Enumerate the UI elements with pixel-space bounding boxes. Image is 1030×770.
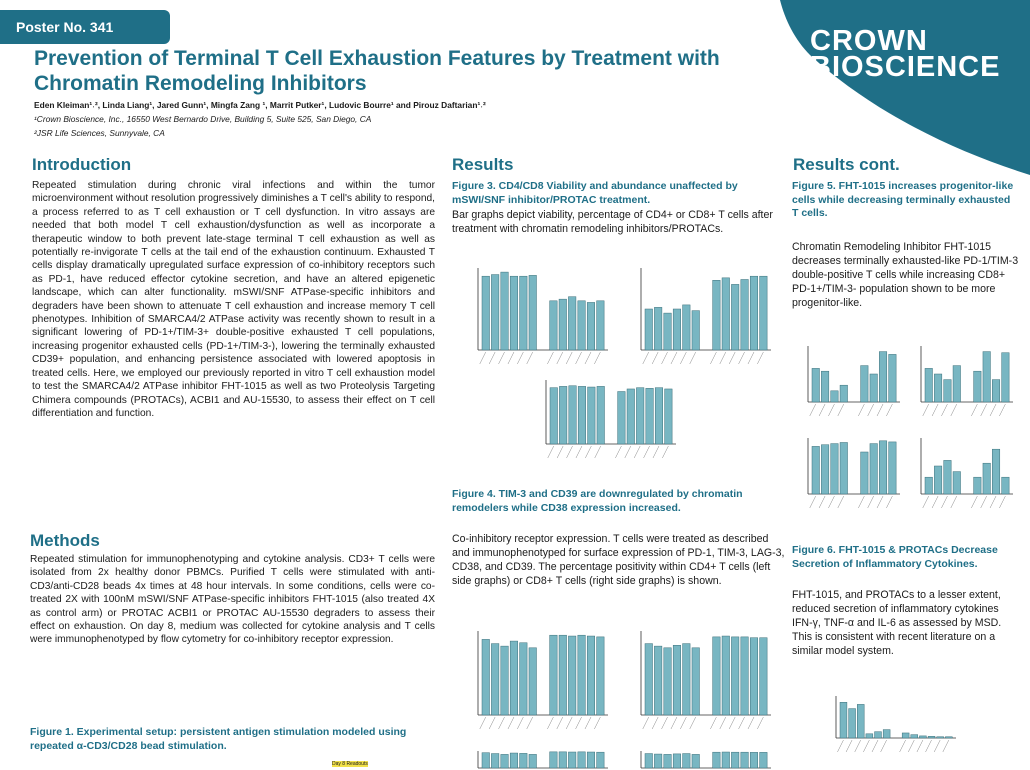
x-tick-label-mark xyxy=(594,717,600,729)
x-tick-label-mark xyxy=(941,404,947,416)
bar xyxy=(597,752,605,768)
bar xyxy=(597,386,605,444)
authors-line: Eden Kleiman¹˒², Linda Liang¹, Jared Gunn¹, Mingfa Zang ¹, Marrit Putker¹, Ludovic Bourre¹ and Pirouz Daftarian¹˒² xyxy=(34,100,486,110)
bar xyxy=(665,389,673,444)
fig5-graph-4 xyxy=(905,432,1017,524)
x-tick-label-mark xyxy=(932,496,938,508)
bar xyxy=(953,366,960,402)
figure-4-description: Co-inhibitory receptor expression. T cells were treated as described and immunophenotyped for surface expression of PD-1, TIM-3, LAG-3, CD38, and CD39. The percentage positivity within CD4+ T cells (left side graphs) or CD8+ T cells (right side graphs) is shown. xyxy=(452,533,785,587)
bar xyxy=(664,648,672,715)
figure-1-caption: Figure 1. Experimental setup: persistent antigen stimulation modeled using repeated α-CD3/CD28 bead stimulation. xyxy=(30,726,407,752)
x-tick-label-mark xyxy=(858,404,864,416)
x-tick-label-mark xyxy=(653,446,659,458)
x-tick-label-mark xyxy=(566,352,572,364)
x-tick-label-mark xyxy=(877,404,883,416)
bar xyxy=(645,644,653,715)
bar xyxy=(654,307,662,350)
bar xyxy=(750,276,758,350)
bar xyxy=(501,646,509,715)
x-tick-label-mark xyxy=(576,446,582,458)
bar xyxy=(866,734,873,738)
methods-text: Repeated stimulation for immunophenotyping and cytokine analysis. CD3+ T cells were isolated from 2x healthy donor PBMCs. Purified T cells were stimulated with anti-CD3/anti-CD28 beads 4x times at 48 hour intervals. In some conditions, cells were co-treated 2X with 100nM mSWI/SNF ATPase-specific inhibitors FHT-1015 (also treated 4X as control arm) or PROTAC ACBI1 or PROTAC AU-15530 degraders to assess their effect on exhaustion. On day 8, medium was collected for cytokine analysis and T cells were immunophenotyped by flow cytometry for co-inhibitory receptor expression. xyxy=(30,554,435,646)
x-tick-label-mark xyxy=(926,740,932,752)
bar xyxy=(692,754,700,768)
x-tick-label-mark xyxy=(527,352,533,364)
x-tick-label-mark xyxy=(690,717,696,729)
bar xyxy=(692,311,700,350)
x-tick-label-mark xyxy=(557,446,563,458)
bar xyxy=(1002,477,1009,494)
bar xyxy=(569,386,577,444)
bar xyxy=(482,753,490,768)
bar xyxy=(883,730,890,738)
bar xyxy=(510,276,518,350)
x-tick-label-mark xyxy=(739,352,745,364)
x-tick-label-mark xyxy=(548,446,554,458)
x-tick-label-mark xyxy=(547,352,553,364)
bar xyxy=(646,388,654,444)
bar xyxy=(870,444,877,494)
bar xyxy=(879,441,886,494)
bar xyxy=(664,313,672,350)
bar xyxy=(618,392,626,444)
x-tick-label-mark xyxy=(595,446,601,458)
x-tick-label-mark xyxy=(557,717,563,729)
bar xyxy=(760,276,768,350)
bar xyxy=(840,702,847,738)
bar xyxy=(889,442,896,494)
bar xyxy=(550,752,558,768)
x-tick-label-mark xyxy=(917,740,923,752)
bar xyxy=(482,639,490,715)
x-tick-label-mark xyxy=(499,352,505,364)
x-tick-label-mark xyxy=(489,717,495,729)
bar xyxy=(588,387,596,444)
bar xyxy=(587,752,595,768)
x-tick-label-mark xyxy=(652,717,658,729)
bar xyxy=(559,635,567,715)
x-tick-label-mark xyxy=(886,496,892,508)
x-tick-label-mark xyxy=(877,496,883,508)
fig4-graph-cd4-row2 xyxy=(462,745,612,770)
x-tick-label-mark xyxy=(828,404,834,416)
bar xyxy=(870,374,877,402)
bar xyxy=(911,735,918,738)
x-tick-label-mark xyxy=(810,496,816,508)
figure-3-caption: Figure 3. CD4/CD8 Viability and abundance unaffected by mSWI/SNF inhibitor/PROTAC treatment. xyxy=(452,180,738,206)
bar xyxy=(983,352,990,402)
bar xyxy=(925,477,932,494)
x-tick-label-mark xyxy=(585,717,591,729)
x-tick-label-mark xyxy=(729,717,735,729)
x-tick-label-mark xyxy=(838,404,844,416)
crown-bioscience-logo xyxy=(810,25,1010,83)
bar xyxy=(760,638,768,715)
x-tick-label-mark xyxy=(971,404,977,416)
x-tick-label-mark xyxy=(489,352,495,364)
x-tick-label-mark xyxy=(710,352,716,364)
bar xyxy=(861,366,868,402)
bar xyxy=(673,309,681,350)
x-tick-label-mark xyxy=(499,717,505,729)
bar xyxy=(664,754,672,768)
bar xyxy=(722,278,730,350)
bar xyxy=(722,752,730,768)
x-tick-label-mark xyxy=(625,446,631,458)
x-tick-label-mark xyxy=(662,717,668,729)
x-tick-label-mark xyxy=(837,740,843,752)
fig3-graph-cd4 xyxy=(462,262,612,380)
x-tick-label-mark xyxy=(981,496,987,508)
bar xyxy=(550,388,558,444)
x-tick-label-mark xyxy=(644,446,650,458)
bar xyxy=(673,754,681,768)
x-tick-label-mark xyxy=(671,352,677,364)
x-tick-label-mark xyxy=(508,352,514,364)
bar xyxy=(722,636,730,715)
bar xyxy=(491,275,499,350)
x-tick-label-mark xyxy=(858,496,864,508)
x-tick-label-mark xyxy=(971,496,977,508)
bar xyxy=(568,636,576,715)
bar xyxy=(945,737,952,738)
bar xyxy=(821,371,828,402)
x-tick-label-mark xyxy=(900,740,906,752)
bar xyxy=(944,460,951,494)
x-tick-label-mark xyxy=(990,496,996,508)
bar xyxy=(875,732,882,738)
bar xyxy=(510,753,518,768)
bar xyxy=(491,644,499,715)
bar xyxy=(692,648,700,715)
x-tick-label-mark xyxy=(981,404,987,416)
figure-6-description: FHT-1015, and PROTACs to a lesser extent, reduced secretion of inflammatory cytokines IFN-γ, TNF-α and IL-6 as assessed by MSD. This is consistent with recent literature on a similar model system. xyxy=(792,589,1002,657)
x-tick-label-mark xyxy=(480,352,486,364)
bar xyxy=(559,752,567,768)
bar xyxy=(655,388,663,444)
bar xyxy=(741,279,749,350)
bar xyxy=(944,380,951,402)
x-tick-label-mark xyxy=(508,717,514,729)
bar xyxy=(840,385,847,402)
x-tick-label-mark xyxy=(872,740,878,752)
fig4-graph-cd8-pd1 xyxy=(625,625,775,745)
bar xyxy=(520,276,528,350)
bar xyxy=(529,648,537,715)
x-tick-label-mark xyxy=(941,496,947,508)
x-tick-label-mark xyxy=(934,740,940,752)
bar xyxy=(983,463,990,494)
logo-line-2: BIOSCIENCE xyxy=(810,51,1001,83)
x-tick-label-mark xyxy=(729,352,735,364)
x-tick-label-mark xyxy=(932,404,938,416)
bar xyxy=(731,752,739,768)
x-tick-label-mark xyxy=(943,740,949,752)
methods-heading: Methods xyxy=(30,531,100,550)
bar xyxy=(840,442,847,494)
fig5-graph-1 xyxy=(792,340,904,432)
x-tick-label-mark xyxy=(671,717,677,729)
bar xyxy=(889,354,896,402)
bar xyxy=(741,752,749,768)
bar xyxy=(713,280,721,350)
bar xyxy=(587,636,595,715)
logo-line-1: CROWN xyxy=(810,25,928,57)
bar xyxy=(578,635,586,715)
bar xyxy=(928,736,935,738)
results-heading: Results xyxy=(452,155,514,174)
x-tick-label-mark xyxy=(557,352,563,364)
x-tick-label-mark xyxy=(720,352,726,364)
fig6-graph-cytokines xyxy=(820,690,960,768)
x-tick-label-mark xyxy=(855,740,861,752)
bar xyxy=(831,444,838,494)
x-tick-label-mark xyxy=(652,352,658,364)
bar xyxy=(482,276,490,350)
bar xyxy=(501,272,509,350)
bar xyxy=(683,305,691,350)
introduction-heading: Introduction xyxy=(32,155,132,174)
x-tick-label-mark xyxy=(951,496,957,508)
bar xyxy=(861,452,868,494)
x-tick-label-mark xyxy=(690,352,696,364)
bar xyxy=(731,637,739,715)
x-tick-label-mark xyxy=(517,717,523,729)
bar xyxy=(934,466,941,494)
bar xyxy=(713,637,721,715)
figure-4-caption: Figure 4. TIM-3 and CD39 are downregulated by chromatin remodelers while CD38 expression increased. xyxy=(452,488,743,514)
figure-5-caption: Figure 5. FHT-1015 increases progenitor-like cells while decreasing terminally exhausted T cells. xyxy=(792,180,1014,219)
figure-5-description: Chromatin Remodeling Inhibitor FHT-1015 decreases terminally exhausted-like PD-1/TIM-3 double-positive T cells while increasing CD8+ PD-1+/TIM-3- population shown to be more progenitor-like. xyxy=(792,241,1019,309)
x-tick-label-mark xyxy=(828,496,834,508)
x-tick-label-mark xyxy=(923,404,929,416)
bar xyxy=(529,275,537,350)
day-8-text: Day 8 Readouts xyxy=(332,761,368,767)
fig3-graph-live xyxy=(530,374,680,474)
bar xyxy=(578,301,586,350)
x-tick-label-mark xyxy=(480,717,486,729)
x-tick-label-mark xyxy=(923,496,929,508)
bar xyxy=(550,635,558,715)
bar xyxy=(491,754,499,768)
x-tick-label-mark xyxy=(680,717,686,729)
x-tick-label-mark xyxy=(757,717,763,729)
x-tick-label-mark xyxy=(819,496,825,508)
bar xyxy=(953,472,960,494)
bar xyxy=(750,752,758,768)
x-tick-label-mark xyxy=(720,717,726,729)
x-tick-label-mark xyxy=(868,404,874,416)
x-tick-label-mark xyxy=(748,717,754,729)
bar xyxy=(501,754,509,768)
x-tick-label-mark xyxy=(547,717,553,729)
x-tick-label-mark xyxy=(748,352,754,364)
bar xyxy=(550,301,558,350)
bar xyxy=(683,754,691,768)
bar xyxy=(520,643,528,715)
bar xyxy=(879,352,886,402)
poster-title: Prevention of Terminal T Cell Exhaustion Features by Treatment with Chromatin Remodeling Inhibitors xyxy=(34,47,720,95)
introduction-text: Repeated stimulation during chronic viral infections and within the tumor microenvironment without resolution progressively diminishes a T cell's ability to respond, a process referred to as T cell exhaustion or T cell dysfunction. In vitro assays are needed that both model T cell exhaustion/dysfunction as well as incorporate a therapeutic window to both prevent late-stage terminal T cell exhaustion as well as potentially re-invigorate T cells at the tail end of the exhaustion continuum. Exhausted T cells display dramatically upregulated surface expression of co-inhibitory receptors such as PD-1, have reduced effector cytokine secretion, and have an altered epigenetic landscape, which can alter functionality. mSWI/SNF ATPase-specific inhibitors and degraders have been shown to attenuate T cell exhaustion and increase memory T cell phenotypes. Inhibition of SMARCA4/2 ATPase activity was recently shown to result in a significant lowering of PD-1+/TIM-3+ double-positive exhausted T cell populations, increasing progenitor exhausted cells (PD-1+/TIM-3-), lowering the terminally exhausted CD39+ population, and enhancing persistence associated with lowered apoptosis in treated cells. Here, we employed our previously reported in vitro T cell exhaustion model to test the SMARCA4/2 ATPase inhibitor FHT-1015 as well as two Proteolysis Targeting Chimera compounds (PROTACs), ACBI1 and AU-15530, to assess their effect on T cell differentiation and function. xyxy=(32,180,435,419)
bar xyxy=(645,754,653,768)
x-tick-label-mark xyxy=(739,717,745,729)
bar xyxy=(683,644,691,715)
x-tick-label-mark xyxy=(999,404,1005,416)
bar xyxy=(559,386,567,444)
bar xyxy=(812,368,819,402)
day-8-label xyxy=(332,761,368,767)
x-tick-label-mark xyxy=(810,404,816,416)
x-tick-label-mark xyxy=(594,352,600,364)
x-tick-label-mark xyxy=(576,352,582,364)
x-tick-label-mark xyxy=(527,717,533,729)
bar xyxy=(902,733,909,738)
bar xyxy=(587,302,595,350)
fig3-graph-cd8 xyxy=(625,262,775,380)
x-tick-label-mark xyxy=(680,352,686,364)
affiliation-1: ¹Crown Bioscience, Inc., 16550 West Bernardo Drive, Building 5, Suite 525, San Diego, CA xyxy=(34,114,372,124)
bar xyxy=(627,389,635,444)
bar xyxy=(992,449,999,494)
bar xyxy=(750,638,758,715)
x-tick-label-mark xyxy=(576,717,582,729)
bar xyxy=(597,301,605,350)
bar xyxy=(937,737,944,738)
bar xyxy=(731,284,739,350)
bar xyxy=(741,637,749,715)
bar xyxy=(645,309,653,350)
x-tick-label-mark xyxy=(615,446,621,458)
x-tick-label-mark xyxy=(643,717,649,729)
bar xyxy=(510,641,518,715)
bar xyxy=(849,709,856,738)
fig5-graph-2 xyxy=(905,340,1017,432)
x-tick-label-mark xyxy=(757,352,763,364)
x-tick-label-mark xyxy=(634,446,640,458)
bar xyxy=(934,374,941,402)
bar xyxy=(821,445,828,494)
bar xyxy=(673,645,681,715)
poster-number-tag: Poster No. 341 xyxy=(0,10,170,44)
x-tick-label-mark xyxy=(838,496,844,508)
x-tick-label-mark xyxy=(819,404,825,416)
x-tick-label-mark xyxy=(886,404,892,416)
x-tick-label-mark xyxy=(999,496,1005,508)
figure-6-caption: Figure 6. FHT-1015 & PROTACs Decrease Secretion of Inflammatory Cytokines. xyxy=(792,544,998,570)
x-tick-label-mark xyxy=(908,740,914,752)
bar xyxy=(1002,353,1009,402)
bar xyxy=(713,752,721,768)
fig5-graph-3 xyxy=(792,432,904,524)
bar xyxy=(654,754,662,768)
x-tick-label-mark xyxy=(951,404,957,416)
x-tick-label-mark xyxy=(881,740,887,752)
bar xyxy=(919,736,926,738)
x-tick-label-mark xyxy=(643,352,649,364)
figure-3-description: Bar graphs depict viability, percentage of CD4+ or CD8+ T cells after treatment with chromatin remodeling inhibitors/PROTACs. xyxy=(452,209,773,235)
bar xyxy=(831,391,838,402)
x-tick-label-mark xyxy=(846,740,852,752)
bar xyxy=(857,704,864,738)
bar xyxy=(974,371,981,402)
bar xyxy=(654,646,662,715)
x-tick-label-mark xyxy=(863,740,869,752)
x-tick-label-mark xyxy=(585,352,591,364)
x-tick-label-mark xyxy=(990,404,996,416)
bar xyxy=(974,477,981,494)
bar xyxy=(559,299,567,350)
fig4-graph-cd8-row2 xyxy=(625,745,775,770)
bar xyxy=(597,637,605,715)
bar xyxy=(812,446,819,494)
x-tick-label-mark xyxy=(662,352,668,364)
x-tick-label-mark xyxy=(585,446,591,458)
bar xyxy=(578,386,586,444)
x-tick-label-mark xyxy=(567,446,573,458)
results-cont-heading: Results cont. xyxy=(793,155,900,174)
x-tick-label-mark xyxy=(868,496,874,508)
x-tick-label-mark xyxy=(517,352,523,364)
bar xyxy=(568,752,576,768)
fig4-graph-cd4-pd1 xyxy=(462,625,612,745)
x-tick-label-mark xyxy=(710,717,716,729)
bar xyxy=(760,752,768,768)
bar xyxy=(925,368,932,402)
bar xyxy=(636,388,644,444)
x-tick-label-mark xyxy=(662,446,668,458)
affiliation-2: ²JSR Life Sciences, Sunnyvale, CA xyxy=(34,128,165,138)
bar xyxy=(578,752,586,768)
x-tick-label-mark xyxy=(566,717,572,729)
bar xyxy=(520,753,528,768)
bar xyxy=(568,297,576,350)
bar xyxy=(529,754,537,768)
bar xyxy=(992,380,999,402)
